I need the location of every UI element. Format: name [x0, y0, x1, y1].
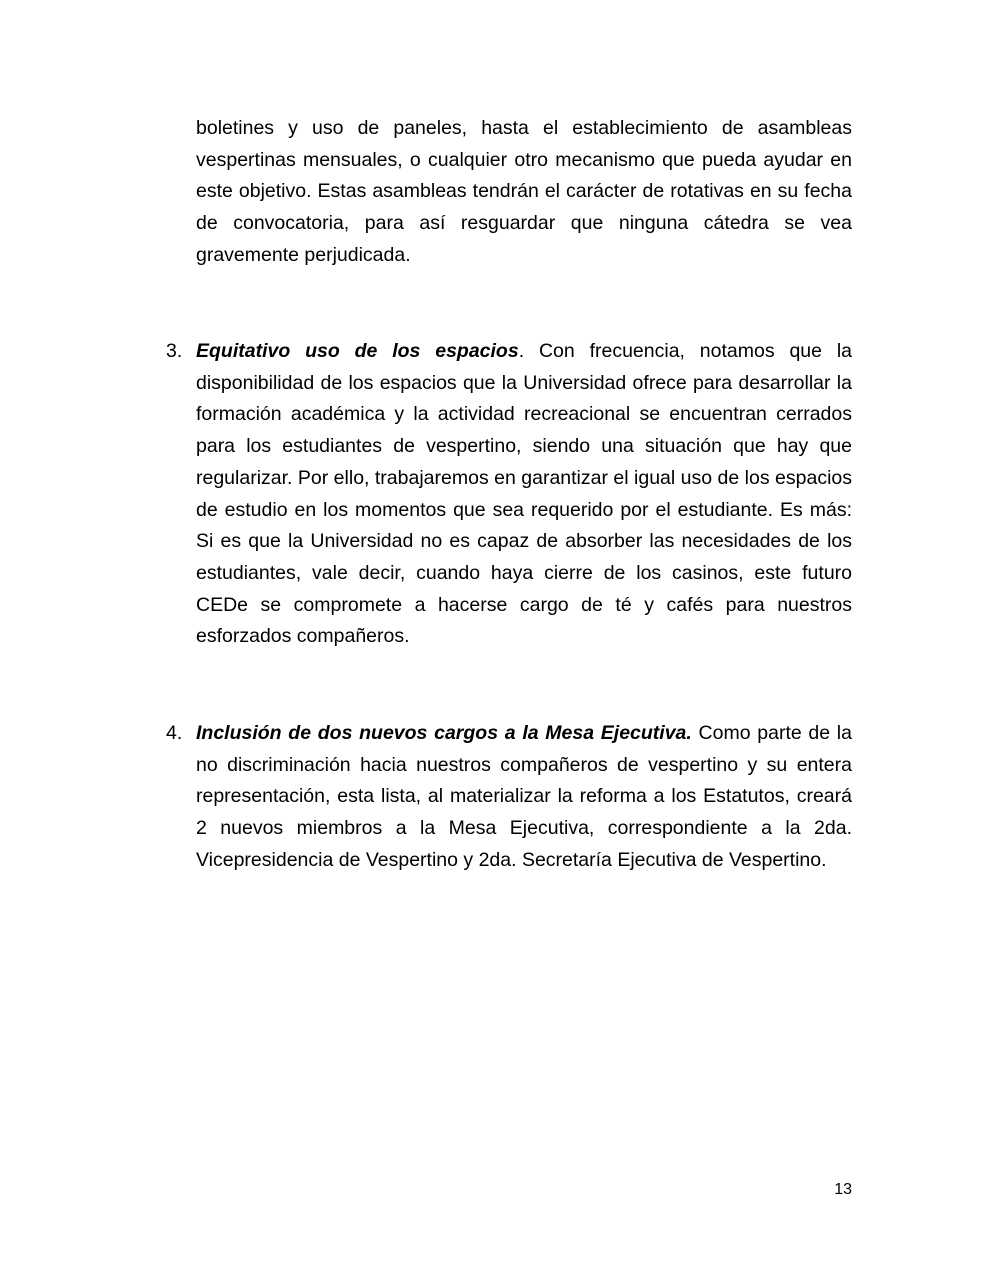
list-item-title: Equitativo uso de los espacios — [196, 340, 519, 362]
continuation-paragraph: boletines y uso de paneles, hasta el establecimiento de asambleas vespertinas mensuales, o cualquier otro mecanismo que pueda ayudar en este objetivo. Estas asambleas tendrán el carácter de rotativas en su fecha de convocatoria, para así resguardar que ninguna cátedra se vea gravemente perjudicada. — [196, 117, 852, 266]
list-item-number: 3. — [166, 340, 183, 362]
list-item-text — [196, 718, 852, 877]
list-item-title: Inclusión de dos nuevos cargos a la Mesa Ejecutiva. — [196, 722, 692, 744]
list-item-body: Como parte de la no discriminación hacia nuestros compañeros de vespertino y su entera representación, esta lista, al materializar la reforma a los Estatutos, creará 2 nuevos miembros a la Mesa Ejecutiva, correspondiente a la 2da. Vicepresidencia de Vespertino y 2da. Secretaría Ejecutiva de Vespertino. — [196, 722, 852, 871]
list-item-body: . Con frecuencia, notamos que la disponibilidad de los espacios que la Universidad ofrece para desarrollar la formación académica y la actividad recreacional se encuentran cerrados para los estudiantes de vespertino, siendo una situación que hay que regularizar. Por ello, trabajaremos en garantizar el igual uso de los espacios de estudio en los momentos que sea requerido por el estudiante. Es más: Si es que la Universidad no es capaz de absorber las necesidades de los estudiantes, vale decir, cuando haya cierre de los casinos, este futuro CEDe se compromete a hacerse cargo de té y cafés para nuestros esforzados compañeros. — [196, 340, 852, 648]
page-number: 13 — [834, 1181, 852, 1198]
list-item-text — [196, 336, 852, 653]
list-item-number: 4. — [166, 722, 183, 744]
